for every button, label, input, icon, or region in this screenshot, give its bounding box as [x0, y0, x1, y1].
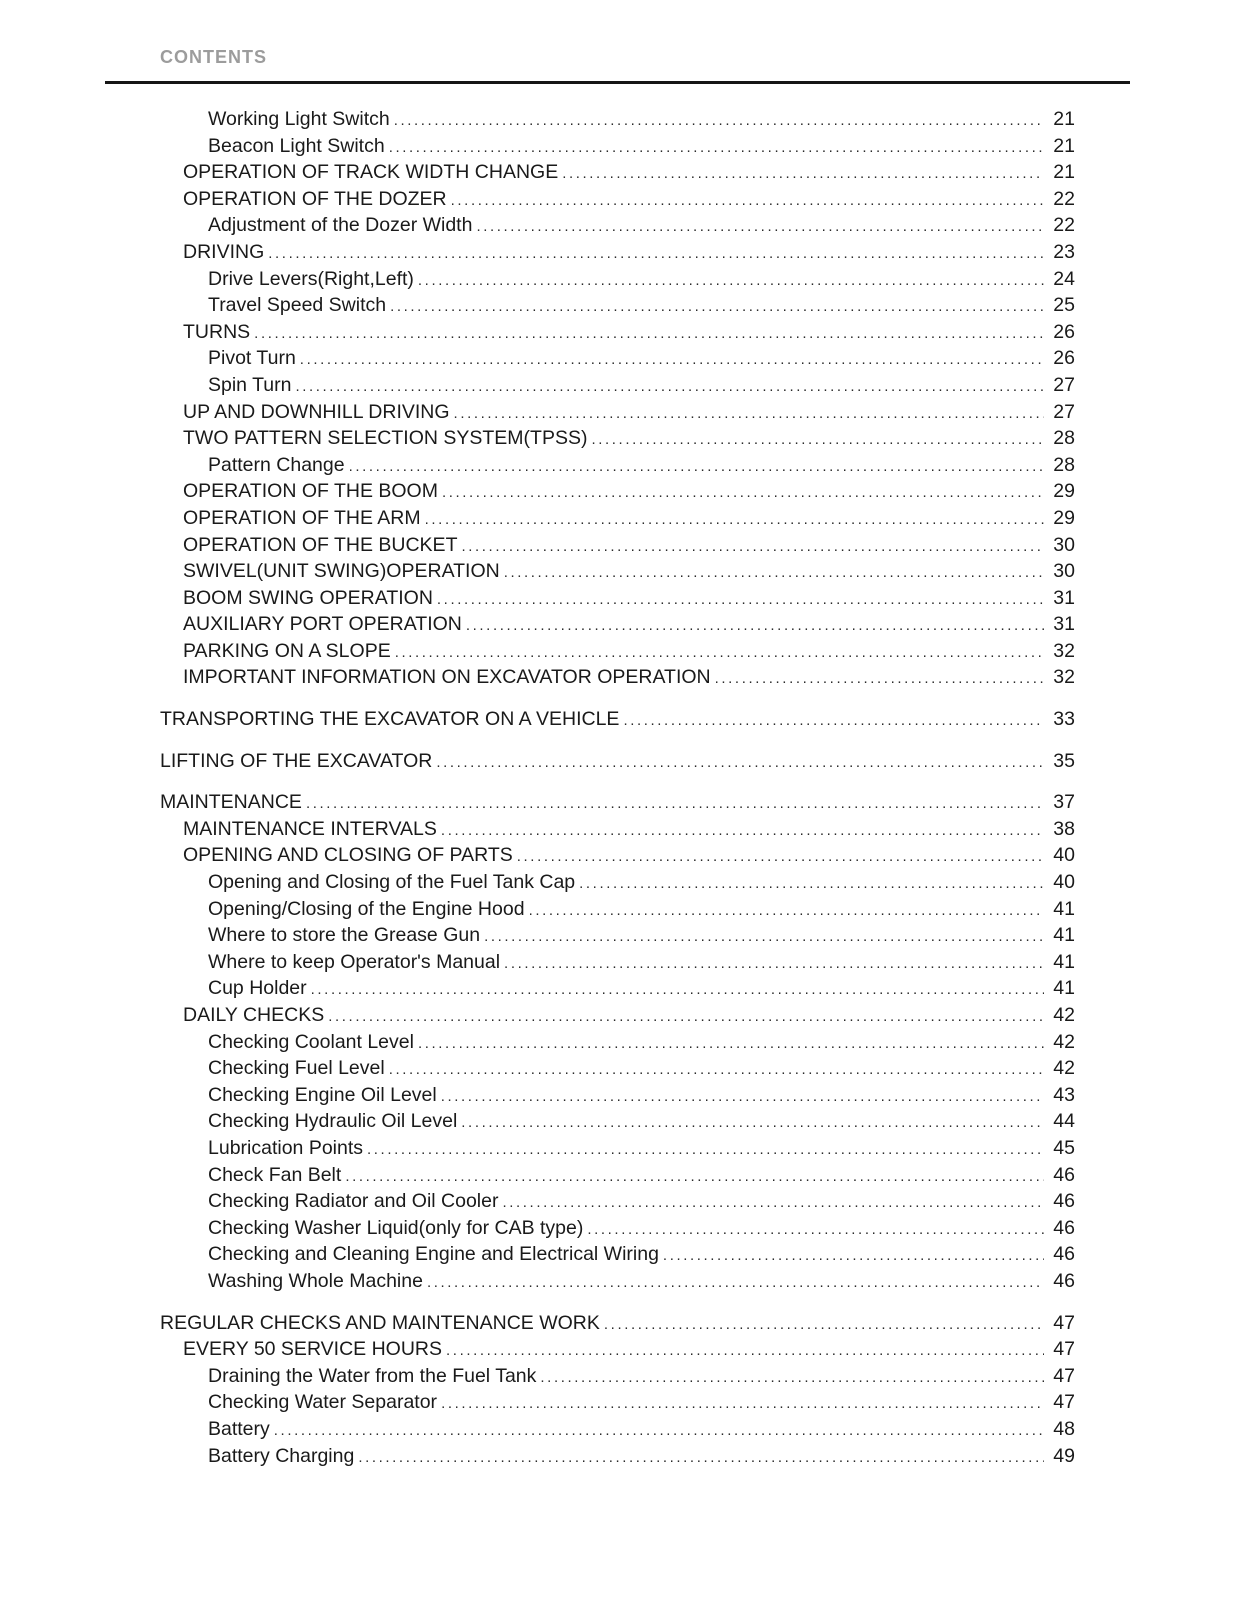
toc-entry: [160, 818, 1075, 845]
toc-entry-page-number: 45: [1053, 1136, 1075, 1159]
toc-entry-label: Checking Washer Liquid(only for CAB type): [208, 1216, 584, 1239]
dot-leader: [425, 511, 1044, 528]
toc-entry-page-number: 47: [1053, 1364, 1075, 1387]
toc-entry-label: Opening/Closing of the Engine Hood: [208, 897, 525, 920]
toc-entry: [160, 1164, 1075, 1191]
dot-leader: [254, 325, 1044, 342]
dot-leader: [540, 1369, 1044, 1386]
toc-entry-label: Checking and Cleaning Engine and Electrical Wiring: [208, 1243, 659, 1266]
toc-entry-label: DRIVING: [183, 240, 265, 263]
toc-entry: [160, 1190, 1075, 1217]
toc-entry-label: DAILY CHECKS: [183, 1004, 325, 1026]
toc-entry-label: Adjustment of the Dozer Width: [208, 214, 473, 237]
toc-entry: [160, 347, 1075, 374]
dot-leader: [504, 564, 1044, 581]
toc-entry-label: Checking Engine Oil Level: [208, 1083, 437, 1106]
header-divider: [105, 81, 1130, 84]
toc-entry: [160, 188, 1075, 215]
toc-entry-page-number: 40: [1053, 844, 1075, 867]
toc-entry-label: SWIVEL(UNIT SWING)OPERATION: [183, 560, 500, 583]
toc-entry-page-number: 31: [1053, 613, 1075, 636]
toc-entry-page-number: 40: [1053, 871, 1075, 894]
toc-entry: [160, 135, 1075, 162]
toc-entry-label: Cup Holder: [208, 977, 307, 1000]
toc-entry-page-number: 42: [1053, 1057, 1075, 1080]
toc-entry-page-number: 38: [1053, 817, 1075, 840]
dot-leader: [418, 272, 1044, 289]
dot-leader: [623, 712, 1044, 729]
toc-entry-page-number: 22: [1053, 214, 1075, 237]
toc-entry: [160, 1110, 1075, 1137]
toc-entry-page-number: 46: [1053, 1163, 1075, 1186]
dot-leader: [349, 458, 1044, 475]
dot-leader: [604, 1316, 1044, 1333]
dot-leader: [454, 405, 1044, 422]
dot-leader: [441, 822, 1044, 839]
toc-entry-label: Pattern Change: [208, 453, 345, 476]
dot-leader: [461, 538, 1044, 555]
toc-entry-label: Washing Whole Machine: [208, 1269, 423, 1292]
toc-entry-label: Check Fan Belt: [208, 1163, 342, 1186]
toc-entry-page-number: 35: [1053, 749, 1075, 772]
toc-entry: [160, 534, 1075, 561]
toc-entry-page-number: 43: [1053, 1083, 1075, 1106]
toc-entry-label: OPERATION OF TRACK WIDTH CHANGE: [183, 161, 559, 184]
toc-entry-page-number: 49: [1053, 1444, 1075, 1467]
toc-entry-label: OPERATION OF THE BUCKET: [183, 533, 458, 556]
toc-entry-page-number: 30: [1053, 560, 1075, 583]
toc-entry-page-number: 42: [1053, 1004, 1075, 1026]
toc-entry-page-number: 30: [1053, 533, 1075, 556]
toc-entry: [160, 241, 1075, 268]
dot-leader: [394, 112, 1044, 129]
toc-entry: [160, 750, 1075, 777]
toc-entry-label: Checking Coolant Level: [208, 1030, 414, 1053]
toc-entry-page-number: 46: [1053, 1216, 1075, 1239]
toc-entry-page-number: 47: [1053, 1391, 1075, 1414]
toc-entry-page-number: 41: [1053, 977, 1075, 1000]
toc-entry-page-number: 47: [1053, 1311, 1075, 1334]
toc-entry-label: TWO PATTERN SELECTION SYSTEM(TPSS): [183, 427, 588, 450]
toc-entry-page-number: 23: [1053, 240, 1075, 263]
dot-leader: [502, 1194, 1044, 1211]
dot-leader: [295, 378, 1044, 395]
toc-entry-page-number: 22: [1053, 187, 1075, 210]
toc-entry-page-number: 46: [1053, 1269, 1075, 1292]
toc-entry: [160, 1312, 1075, 1339]
toc-entry-page-number: 46: [1053, 1243, 1075, 1266]
toc-entry-label: Where to store the Grease Gun: [208, 924, 481, 947]
toc-entry: [160, 951, 1075, 978]
toc-entry-label: PARKING ON A SLOPE: [183, 639, 391, 662]
dot-leader: [466, 617, 1044, 634]
toc-entry: [160, 1084, 1075, 1111]
toc-entry-label: Checking Water Separator: [208, 1391, 438, 1414]
toc-entry-label: REGULAR CHECKS AND MAINTENANCE WORK: [160, 1311, 600, 1334]
toc-entry-page-number: 41: [1053, 950, 1075, 973]
toc-entry-label: BOOM SWING OPERATION: [183, 586, 433, 609]
dot-leader: [268, 245, 1044, 262]
toc-entry-page-number: 25: [1053, 294, 1075, 317]
dot-leader: [461, 1114, 1044, 1131]
toc-entry: [160, 321, 1075, 348]
toc-entry: [160, 454, 1075, 481]
toc-entry: [160, 1338, 1075, 1365]
dot-leader: [274, 1422, 1044, 1439]
toc-entry-page-number: 41: [1053, 924, 1075, 947]
toc-entry-label: OPERATION OF THE DOZER: [183, 187, 447, 210]
toc-entry: [160, 791, 1075, 818]
toc-entry-label: Draining the Water from the Fuel Tank: [208, 1364, 537, 1387]
page-title: CONTENTS: [160, 47, 267, 67]
toc-entry-label: Beacon Light Switch: [208, 134, 385, 157]
dot-leader: [395, 644, 1044, 661]
dot-leader: [389, 1061, 1044, 1078]
toc-entry-label: MAINTENANCE INTERVALS: [183, 817, 437, 840]
toc-entry-label: Travel Speed Switch: [208, 294, 387, 317]
toc-entry: [160, 214, 1075, 241]
toc-entry: [160, 374, 1075, 401]
toc-entry: [160, 161, 1075, 188]
toc-entry: [160, 1270, 1075, 1297]
dot-leader: [476, 218, 1044, 235]
toc-entry-label: UP AND DOWNHILL DRIVING: [183, 400, 450, 423]
toc-entry: [160, 898, 1075, 925]
toc-entry-label: IMPORTANT INFORMATION ON EXCAVATOR OPERATION: [183, 666, 711, 689]
toc-entry-page-number: 27: [1053, 400, 1075, 423]
toc-entry-label: Spin Turn: [208, 373, 292, 396]
dot-leader: [451, 192, 1044, 209]
dot-leader: [587, 1221, 1044, 1238]
toc-entry: [160, 708, 1075, 735]
dot-leader: [562, 165, 1044, 182]
toc-entry-label: Opening and Closing of the Fuel Tank Cap: [208, 871, 576, 894]
toc-entry-label: Battery: [208, 1417, 270, 1440]
toc-entry-page-number: 21: [1053, 134, 1075, 157]
toc-entry-page-number: 29: [1053, 506, 1075, 529]
toc-entry-page-number: 26: [1053, 347, 1075, 370]
toc-entry: [160, 1445, 1075, 1472]
toc-entry: [160, 480, 1075, 507]
toc-entry-label: TURNS: [183, 320, 251, 343]
toc-entry: [160, 1391, 1075, 1418]
dot-leader: [345, 1168, 1044, 1185]
dot-leader: [504, 955, 1044, 972]
toc-entry-label: LIFTING OF THE EXCAVATOR: [160, 749, 433, 772]
dot-leader: [311, 981, 1044, 998]
dot-leader: [300, 351, 1044, 368]
toc-entry: [160, 1217, 1075, 1244]
dot-leader: [441, 1088, 1044, 1105]
toc-entry-page-number: 32: [1053, 639, 1075, 662]
dot-leader: [306, 795, 1044, 812]
toc-entry: [160, 1243, 1075, 1270]
toc-entry: [160, 587, 1075, 614]
toc-entry: [160, 640, 1075, 667]
toc-entry-label: OPERATION OF THE ARM: [183, 506, 421, 529]
toc-entry-page-number: 47: [1053, 1338, 1075, 1361]
toc-entry: [160, 1418, 1075, 1445]
toc-entry-label: OPERATION OF THE BOOM: [183, 480, 438, 503]
toc-entry: [160, 294, 1075, 321]
toc-entry: [160, 1057, 1075, 1084]
toc-entry-page-number: 31: [1053, 586, 1075, 609]
toc-entry-page-number: 48: [1053, 1417, 1075, 1440]
dot-leader: [328, 1008, 1044, 1025]
toc-entry: [160, 1031, 1075, 1058]
dot-leader: [436, 754, 1044, 771]
toc-entry-page-number: 21: [1053, 108, 1075, 130]
dot-leader: [715, 670, 1044, 687]
toc-entry-label: EVERY 50 SERVICE HOURS: [183, 1338, 443, 1361]
toc-entry-page-number: 24: [1053, 267, 1075, 290]
toc-entry-page-number: 37: [1053, 791, 1075, 814]
toc-entry-label: Pivot Turn: [208, 347, 296, 370]
toc-entry: [160, 924, 1075, 951]
toc-entry-label: Where to keep Operator's Manual: [208, 950, 501, 973]
toc-entry: [160, 268, 1075, 295]
toc-entry-label: AUXILIARY PORT OPERATION: [183, 613, 462, 636]
dot-leader: [389, 139, 1044, 156]
toc-entry-label: Working Light Switch: [208, 108, 390, 130]
dot-leader: [437, 591, 1044, 608]
dot-leader: [442, 484, 1044, 501]
toc-entry-page-number: 32: [1053, 666, 1075, 689]
toc-entry-label: Drive Levers(Right,Left): [208, 267, 414, 290]
dot-leader: [367, 1141, 1044, 1158]
toc-entry-label: TRANSPORTING THE EXCAVATOR ON A VEHICLE: [160, 708, 620, 731]
dot-leader: [579, 875, 1044, 892]
toc-entry: [160, 108, 1075, 135]
toc-entry: [160, 1137, 1075, 1164]
dot-leader: [529, 902, 1044, 919]
toc-entry: [160, 613, 1075, 640]
table-of-contents: [160, 108, 1075, 1471]
toc-entry-label: Checking Hydraulic Oil Level: [208, 1110, 458, 1133]
dot-leader: [484, 928, 1044, 945]
dot-leader: [446, 1342, 1044, 1359]
dot-leader: [517, 848, 1044, 865]
toc-entry-page-number: 33: [1053, 708, 1075, 731]
toc-entry-page-number: 21: [1053, 161, 1075, 184]
toc-entry-page-number: 46: [1053, 1190, 1075, 1213]
toc-entry: [160, 401, 1075, 428]
toc-entry-label: Checking Radiator and Oil Cooler: [208, 1190, 499, 1213]
toc-entry-label: OPENING AND CLOSING OF PARTS: [183, 844, 513, 867]
toc-entry-page-number: 41: [1053, 897, 1075, 920]
toc-entry-label: Battery Charging: [208, 1444, 355, 1467]
toc-entry: [160, 666, 1075, 693]
toc-entry-page-number: 26: [1053, 320, 1075, 343]
toc-entry: [160, 1365, 1075, 1392]
toc-entry-label: Lubrication Points: [208, 1136, 364, 1159]
toc-entry: [160, 427, 1075, 454]
page-header: [0, 46, 1236, 84]
toc-entry: [160, 871, 1075, 898]
toc-entry-page-number: 44: [1053, 1110, 1075, 1133]
toc-entry-page-number: 28: [1053, 453, 1075, 476]
toc-entry-page-number: 27: [1053, 373, 1075, 396]
toc-entry: [160, 507, 1075, 534]
toc-entry: [160, 560, 1075, 587]
toc-entry: [160, 977, 1075, 1004]
dot-leader: [427, 1274, 1044, 1291]
dot-leader: [358, 1449, 1044, 1466]
toc-entry: [160, 1004, 1075, 1031]
toc-entry-label: MAINTENANCE: [160, 791, 302, 814]
toc-entry-page-number: 42: [1053, 1030, 1075, 1053]
toc-entry-page-number: 29: [1053, 480, 1075, 503]
toc-entry: [160, 844, 1075, 871]
toc-entry-page-number: 28: [1053, 427, 1075, 450]
dot-leader: [663, 1247, 1044, 1264]
dot-leader: [591, 431, 1044, 448]
dot-leader: [441, 1395, 1044, 1412]
dot-leader: [390, 298, 1044, 315]
dot-leader: [418, 1035, 1044, 1052]
toc-entry-label: Checking Fuel Level: [208, 1057, 385, 1080]
